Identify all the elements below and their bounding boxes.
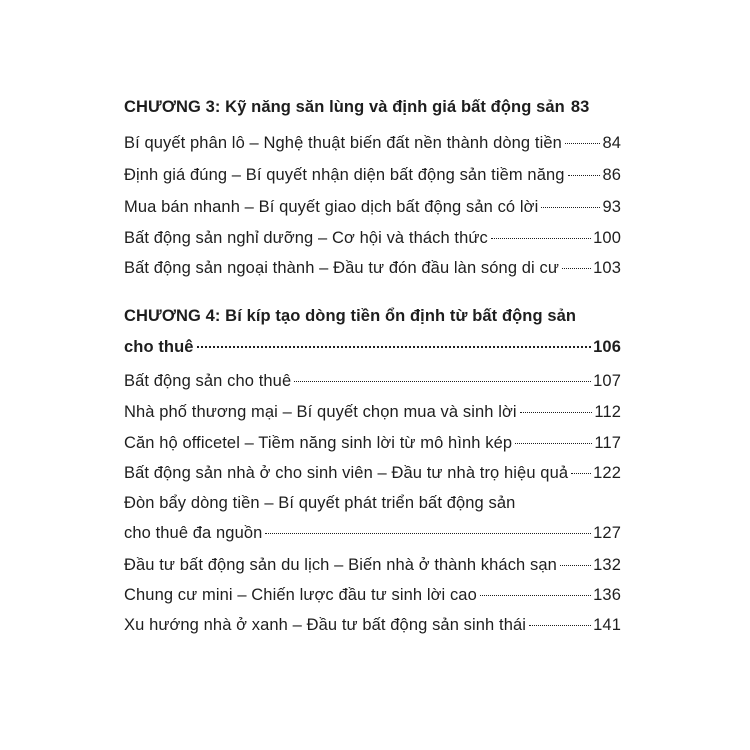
toc-entry-title: cho thuê đa nguồn <box>124 524 263 542</box>
toc-page-number: 127 <box>593 524 621 542</box>
toc-entry <box>124 166 621 185</box>
toc-entry <box>124 464 621 483</box>
toc-entry <box>124 556 621 575</box>
toc-chapter-heading <box>124 307 621 326</box>
toc-entry <box>124 616 621 635</box>
toc-page-number: 106 <box>593 338 621 356</box>
toc-page-number: 86 <box>602 166 621 184</box>
toc-page-number: 117 <box>594 434 621 452</box>
toc-entry-title: Bất động sản nhà ở cho sinh viên – Đầu tư nhà trọ hiệu quả <box>124 464 569 482</box>
toc-entry-title: Bất động sản ngoại thành – Đầu tư đón đầu làn sóng di cư <box>124 259 560 277</box>
toc-entry-cont <box>124 524 621 543</box>
toc-entry <box>124 198 621 217</box>
toc-page-number: 141 <box>593 616 621 634</box>
toc-page-number: 122 <box>593 464 621 482</box>
toc-page-number: 84 <box>602 134 621 152</box>
toc-leader-dots <box>520 412 593 413</box>
toc-entry-title: Bất động sản nghỉ dưỡng – Cơ hội và thách thức <box>124 229 488 247</box>
toc-page-number: 107 <box>593 372 621 390</box>
toc-leader-dots <box>265 533 591 534</box>
toc-leader-dots <box>515 443 592 444</box>
toc-page-number: 93 <box>602 198 621 216</box>
toc-leader-dots <box>197 346 592 348</box>
toc-leader-dots <box>560 565 591 566</box>
toc-entry <box>124 434 621 453</box>
toc-entry-title: CHƯƠNG 3: Kỹ năng săn lùng và định giá bất động sản <box>124 98 565 116</box>
toc-leader-dots <box>294 381 591 382</box>
toc-entry <box>124 259 621 278</box>
toc-entry <box>124 229 621 248</box>
toc-page-number: 83 <box>570 98 590 116</box>
toc-leader-dots <box>568 175 601 176</box>
toc-page-number: 103 <box>593 259 621 277</box>
toc-entry <box>124 134 621 153</box>
toc-entry <box>124 586 621 605</box>
toc-entry-title: CHƯƠNG 4: Bí kíp tạo dòng tiền ổn định từ bất động sản <box>124 307 577 325</box>
toc-entry-title: Căn hộ officetel – Tiềm năng sinh lời từ mô hình kép <box>124 434 513 452</box>
toc-entry <box>124 494 621 513</box>
toc-entry-title: Đòn bẩy dòng tiền – Bí quyết phát triển bất động sản <box>124 494 516 512</box>
toc-entry <box>124 403 621 422</box>
toc-page-number: 100 <box>593 229 621 247</box>
toc-page-number: 132 <box>593 556 621 574</box>
toc-entry-title: Bất động sản cho thuê <box>124 372 292 390</box>
toc-entry-title: Xu hướng nhà ở xanh – Đầu tư bất động sản sinh thái <box>124 616 527 634</box>
toc-leader-dots <box>565 143 601 144</box>
toc-entry <box>124 372 621 391</box>
toc-entry-title: Bí quyết phân lô – Nghệ thuật biến đất nền thành dòng tiền <box>124 134 562 152</box>
toc-leader-dots <box>529 625 591 626</box>
toc-entry-title: cho thuê <box>124 338 194 356</box>
toc-chapter-heading <box>124 98 621 117</box>
toc-leader-dots <box>562 268 591 269</box>
toc-leader-dots <box>571 473 591 474</box>
toc-leader-dots <box>480 595 591 596</box>
toc-entry-title: Nhà phố thương mại – Bí quyết chọn mua và sinh lời <box>124 403 517 421</box>
toc-entry-title: Mua bán nhanh – Bí quyết giao dịch bất động sản có lời <box>124 198 539 216</box>
toc-page-number: 112 <box>594 403 621 421</box>
toc-entry-title: Định giá đúng – Bí quyết nhận diện bất động sản tiềm năng <box>124 166 565 184</box>
toc-entry-title: Đầu tư bất động sản du lịch – Biến nhà ở thành khách sạn <box>124 556 557 574</box>
toc-chapter-heading-cont <box>124 338 621 357</box>
toc-leader-dots <box>541 207 600 208</box>
toc-entry-title: Chung cư mini – Chiến lược đầu tư sinh lời cao <box>124 586 477 604</box>
toc-page-number: 136 <box>593 586 621 604</box>
toc-leader-dots <box>491 238 591 239</box>
